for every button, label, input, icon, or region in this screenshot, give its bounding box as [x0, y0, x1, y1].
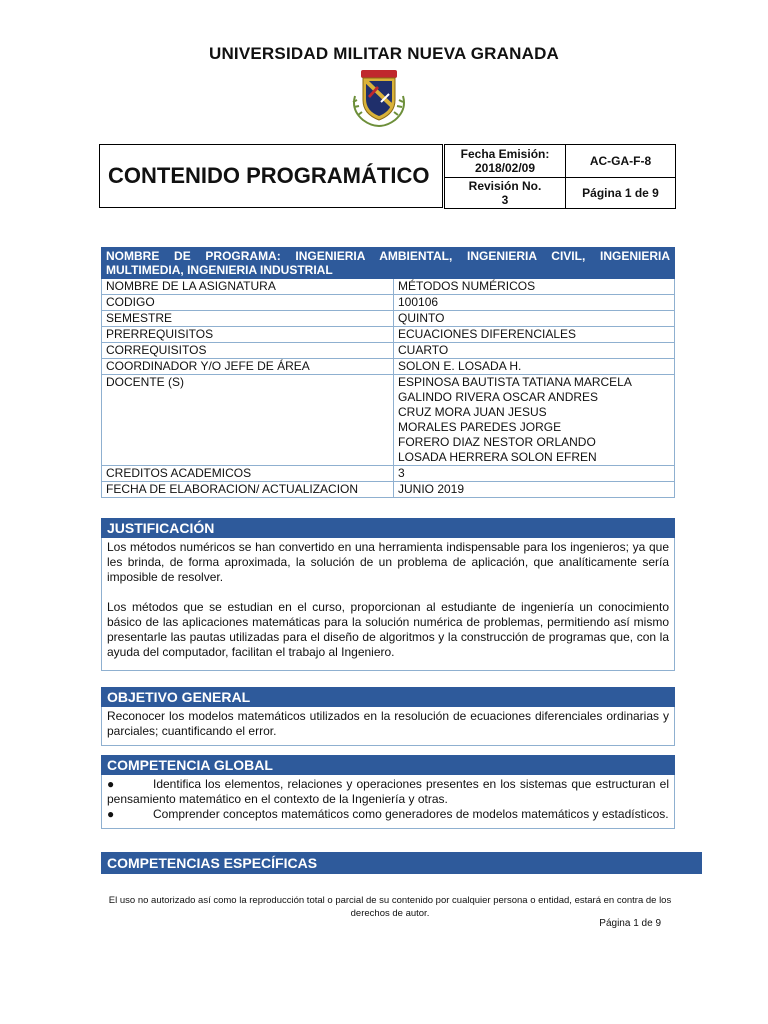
revision-cell [444, 177, 566, 209]
competencia-text: Comprender conceptos matemáticos como generadores de modelos matemáticos y estadísticos. [153, 807, 669, 821]
competencias-especificas-title: COMPETENCIAS ESPECÍFICAS [101, 852, 702, 874]
list-item [107, 807, 669, 822]
table-row [102, 466, 675, 482]
docentes-row [102, 375, 675, 466]
row-label: SEMESTRE [102, 311, 394, 327]
bullet-icon: ● [107, 807, 115, 821]
docente-name: ESPINOSA BAUTISTA TATIANA MARCELA [398, 375, 632, 389]
table-row [102, 359, 675, 375]
row-label: CODIGO [102, 295, 394, 311]
docente-name: FORERO DIAZ NESTOR ORLANDO [398, 435, 596, 449]
row-value: 100106 [394, 295, 675, 311]
footer-page-number: Página 1 de 9 [599, 918, 661, 929]
competencias-especificas-section [101, 852, 702, 874]
program-name: NOMBRE DE PROGRAMA: INGENIERIA AMBIENTAL, INGENIERIA CIVIL, INGENIERIA MULTIMEDIA, INGENIERIA INDUSTRIAL [102, 248, 675, 279]
competencia-global-title: COMPETENCIA GLOBAL [101, 755, 675, 775]
fecha-emision-cell [444, 144, 566, 178]
fecha-elaboracion-value: JUNIO 2019 [394, 482, 675, 498]
table-row [102, 279, 675, 295]
document-code: AC-GA-F-8 [565, 144, 676, 178]
objetivo-section [101, 687, 675, 746]
table-row [102, 343, 675, 359]
docente-name: CRUZ MORA JUAN JESUS [398, 405, 547, 419]
docente-name: GALINDO RIVERA OSCAR ANDRES [398, 390, 599, 404]
row-value: CUARTO [394, 343, 675, 359]
revision-value: 3 [501, 193, 509, 207]
objetivo-body [101, 707, 675, 746]
row-label: NOMBRE DE LA ASIGNATURA [102, 279, 394, 295]
justificacion-paragraph: Los métodos que se estudian en el curso, proporcionan al estudiante de ingeniería un conocimiento básico de las aplicaciones matemáticas para la solución numérica de problemas, permitiendo así mismo presentarle las pautas utilizadas para el diseño de algoritmos y la construcción de programas que, con la ayuda del computador, facilitan el trabajo al Ingeniero. [107, 600, 669, 659]
row-value: ECUACIONES DIFERENCIALES [394, 327, 675, 343]
university-name: UNIVERSIDAD MILITAR NUEVA GRANADA [208, 44, 560, 63]
docente-label: DOCENTE (S) [102, 375, 394, 466]
fecha-elaboracion-label: FECHA DE ELABORACION/ ACTUALIZACION [102, 482, 394, 498]
competencia-global-body [101, 775, 675, 829]
justificacion-body [101, 538, 675, 671]
docente-name: LOSADA HERRERA SOLON EFREN [398, 450, 597, 464]
row-value: SOLON E. LOSADA H. [394, 359, 675, 375]
docente-name: MORALES PAREDES JORGE [398, 420, 562, 434]
row-value: MÉTODOS NUMÉRICOS [394, 279, 675, 295]
university-crest-icon [349, 66, 409, 128]
course-info-table [101, 247, 675, 498]
table-row [102, 327, 675, 343]
justificacion-paragraph: Los métodos numéricos se han convertido en una herramienta indispensable para los ingenieros; ya que les brinda, de forma aproximada, la solución de un problema de aplicación, que analíticamente sería imposible de resolver. [107, 540, 669, 584]
document-title: CONTENIDO PROGRAMÁTICO [99, 144, 443, 208]
row-label: COORDINADOR Y/O JEFE DE ÁREA [102, 359, 394, 375]
page-indicator: Página 1 de 9 [565, 177, 676, 209]
bullet-icon: ● [107, 777, 115, 791]
justificacion-section [101, 518, 675, 671]
program-row [102, 248, 675, 279]
copyright-notice: El uso no autorizado así como la reproducción total o parcial de su contenido por cualquier persona o entidad, estará en contra de los derechos de autor. [108, 895, 672, 919]
table-row [102, 311, 675, 327]
list-item [107, 777, 669, 807]
objetivo-text: Reconocer los modelos matemáticos utilizados en la resolución de ecuaciones diferenciales ordinarias y parciales; cuantificando el error. [107, 709, 669, 738]
row-label: PRERREQUISITOS [102, 327, 394, 343]
docente-list [394, 375, 675, 466]
fecha-emision-label: Fecha Emisión: [460, 147, 550, 161]
objetivo-title: OBJETIVO GENERAL [101, 687, 675, 707]
fecha-emision-value: 2018/02/09 [474, 161, 536, 175]
justificacion-title: JUSTIFICACIÓN [101, 518, 675, 538]
competencia-text: Identifica los elementos, relaciones y operaciones presentes en los sistemas que estructuran el pensamiento matemático en el contexto de la Ingeniería y otras. [107, 777, 669, 806]
creditos-value: 3 [394, 466, 675, 482]
table-row [102, 482, 675, 498]
table-row [102, 295, 675, 311]
revision-label: Revisión No. [468, 179, 542, 193]
creditos-label: CREDITOS ACADEMICOS [102, 466, 394, 482]
row-label: CORREQUISITOS [102, 343, 394, 359]
competencia-global-section [101, 755, 675, 829]
row-value: QUINTO [394, 311, 675, 327]
